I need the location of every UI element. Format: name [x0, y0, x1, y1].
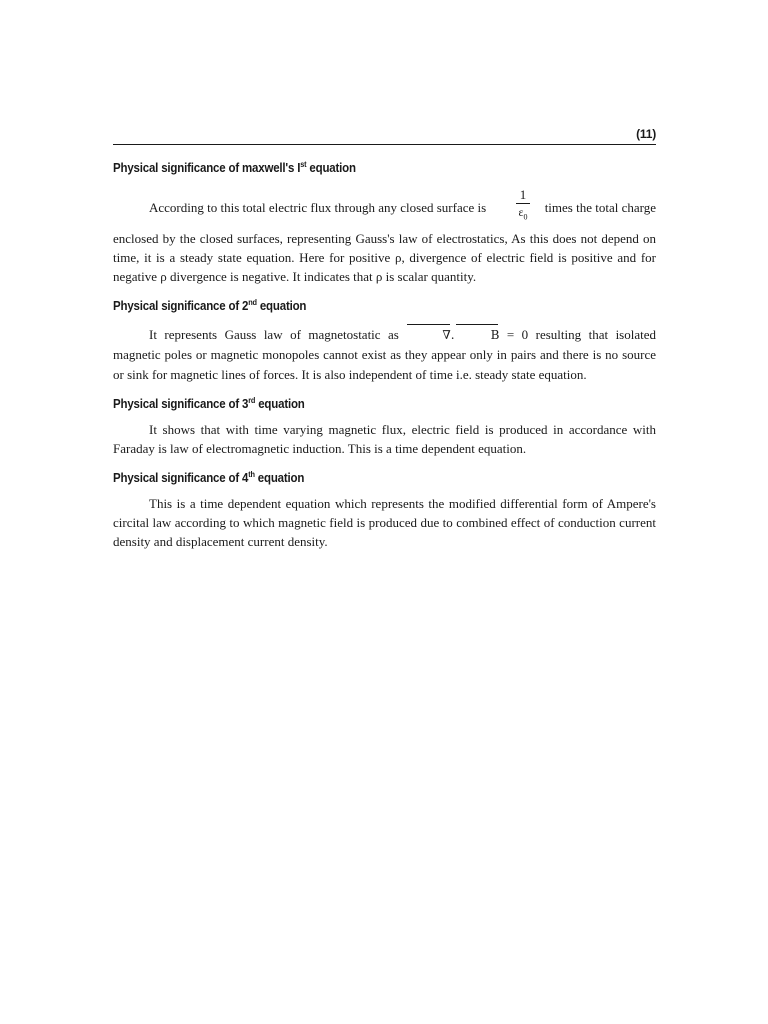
section-4-body: This is a time dependent equation which represents the modified differential form of Ampere's circital law according to which magnetic field is produced due to combined effect of conduction current density and displacement current density. — [113, 496, 656, 549]
equals-zero: = 0 — [499, 327, 529, 342]
div-b-equation — [406, 328, 499, 342]
section-2-heading-sup: nd — [248, 298, 257, 307]
section-3-body: It shows that with time varying magnetic flux, electric field is produced in accordance with Faraday is law of electromagnetic induction. This is a time dependent equation. — [113, 422, 656, 456]
section-4-heading-tail: equation — [254, 471, 305, 485]
section-2-lead-text: It represents Gauss law of magnetostatic as — [149, 327, 407, 342]
section-3-heading-sup: rd — [248, 396, 256, 405]
section-2-heading-text: Physical significance of 2 — [113, 299, 249, 313]
dot-symbol: . — [450, 328, 455, 342]
section-1-trail-text: times the total charge — [544, 200, 656, 215]
section-3-heading-text: Physical significance of 3 — [113, 397, 249, 411]
fraction-bar — [516, 203, 530, 204]
section-2-body — [113, 325, 656, 385]
section-1-heading — [113, 161, 613, 175]
section-4-heading-sup: th — [248, 470, 255, 479]
section-1-heading-sup: st — [300, 160, 307, 169]
section-3-heading — [113, 397, 613, 411]
header-rule — [113, 144, 656, 145]
b-vector-symbol: B — [455, 325, 500, 345]
section-1-heading-text: Physical significance of maxwell's I — [113, 161, 301, 175]
fraction-numerator: 1 — [519, 187, 527, 202]
section-1-heading-tail: equation — [306, 161, 356, 175]
epsilon-symbol: ε — [518, 205, 524, 219]
section-2-body-text: resulting that isolated magnetic poles or magnetic monopoles cannot exist as they appear only in pairs and there is no source or sink for magnetic lines of forces. It is also independent of time i.e. steady state equation. — [113, 327, 657, 382]
section-1-lead-text: According to this total electric flux through any closed surface is — [149, 200, 487, 215]
nabla-symbol: ∇ — [406, 325, 450, 345]
epsilon-subscript: 0 — [523, 212, 528, 222]
section-2-heading — [113, 299, 613, 313]
document-page — [113, 126, 656, 551]
section-1-body: enclosed by the closed surfaces, representing Gauss's law of electrostatics, As this does not depend on time, it is a steady state equation. Here for positive ρ, divergence of electric field is positive and for negative ρ divergence is negative. It indicates that ρ is scalar quantity. — [113, 231, 656, 284]
section-2-heading-tail: equation — [256, 299, 307, 313]
one-over-epsilon-fraction — [512, 187, 534, 224]
section-4-heading-text: Physical significance of 4 — [113, 471, 249, 485]
section-1-first-line — [113, 187, 656, 229]
section-3-heading-tail: equation — [255, 397, 305, 411]
page-number: (11) — [636, 127, 656, 141]
fraction-denominator — [512, 205, 534, 224]
section-4-heading — [113, 471, 613, 485]
